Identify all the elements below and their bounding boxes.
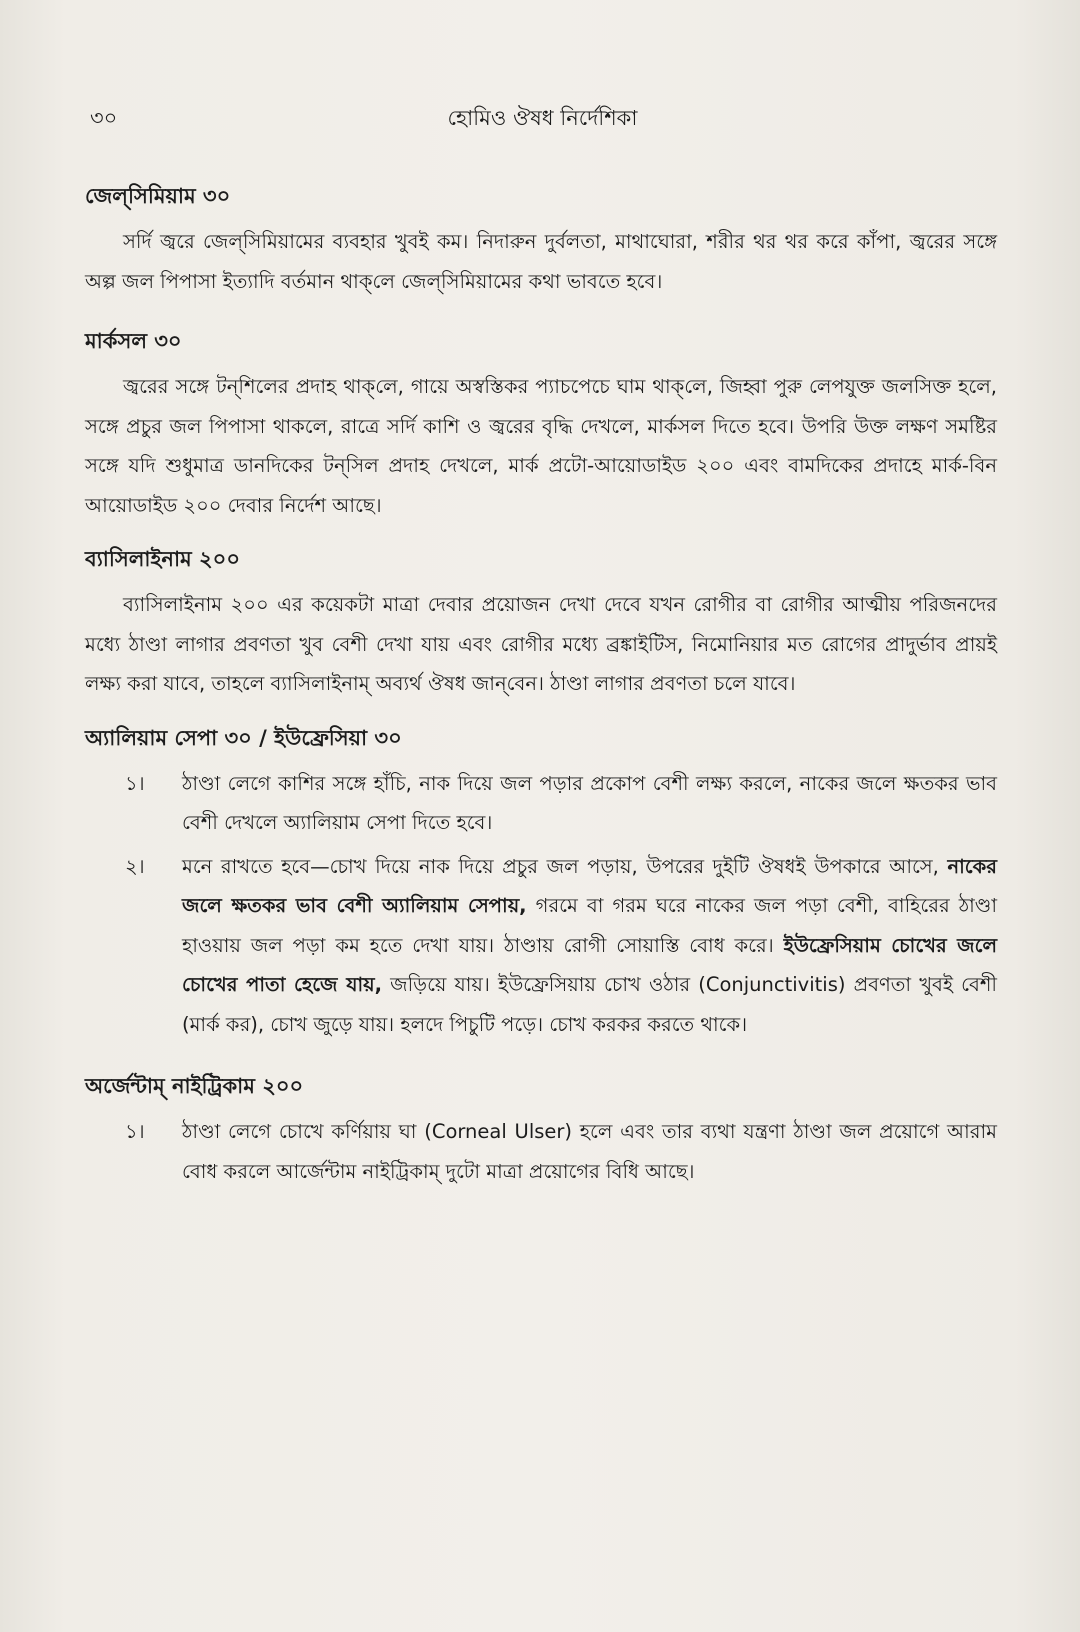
numbered-list	[85, 764, 997, 1045]
item-text: ঠাণ্ডা লেগে কাশির সঙ্গে হাঁচি, নাক দিয়ে জল পড়ার প্রকোপ বেশী লক্ষ্য করলে, নাকের জলে ক্ষতকর ভাব বেশী দেখলে অ্যালিয়াম সেপা দিতে হবে।	[182, 771, 997, 834]
page-number: ৩০	[90, 106, 118, 130]
item-text: মনে রাখতে হবে—চোখ দিয়ে নাক দিয়ে প্রচুর জল পড়ায়, উপরের দুইটি ঔষধই উপকারে আসে,	[182, 854, 948, 878]
section-paragraph: সর্দি জ্বরে জেল্‌সিমিয়ামের ব্যবহার খুবই কম। নিদারুন দুর্বলতা, মাথাঘোরা, শরীর থর থর করে কাঁপা, জ্বরের সঙ্গে অল্প জল পিপাসা ইত্যাদি বর্তমান থাক্‌লে জেল্‌সিমিয়ামের কথা ভাবতে হবে।	[85, 230, 997, 293]
section-paragraph: ব্যাসিলাইনাম ২০০ এর কয়েকটা মাত্রা দেবার প্রয়োজন দেখা দেবে যখন রোগীর বা রোগীর আত্মীয় পরিজনদের মধ্যে ঠাণ্ডা লাগার প্রবণতা খুব বেশী দেখা যায় এবং রোগীর মধ্যে ব্রঙ্কাইটিস, নিমোনিয়ার মত রোগের প্রাদুর্ভাব প্রায়ই লক্ষ্য করা যাবে, তাহলে ব্যাসিলাইনাম্‌ অব্যর্থ ঔষধ জান্‌বেন। ঠাণ্ডা লাগার প্রবণতা চলে যাবে।	[85, 593, 997, 695]
item-text: ঠাণ্ডা লেগে চোখে কর্ণিয়ায় ঘা (Corneal Ulser) হলে এবং তার ব্যথা যন্ত্রণা ঠাণ্ডা জল প্রয়োগে আরাম বোধ করলে আর্জেন্টাম নাইট্রিকাম্‌ দুটো মাত্রা প্রয়োগের বিধি আছে।	[182, 1120, 997, 1183]
item-number: ২।	[125, 854, 145, 878]
section-heading: অর্জেন্টাম্‌ নাইট্রিকাম ২০০	[85, 1074, 304, 1098]
section-bacillinum	[85, 539, 997, 704]
page-header	[90, 102, 995, 138]
item-text: গরমে বা গরম ঘরে নাকের জল পড়া বেশী, বাহিরের ঠাণ্ডা হাওয়ায় জল পড়া কম হতে দেখা যায়। ঠাণ্ডায় রোগী সোয়াস্তি বোধ করে।	[182, 894, 997, 957]
item-number: ১।	[125, 771, 145, 795]
section-paragraph: জ্বরের সঙ্গে টন্‌শিলের প্রদাহ থাক্‌লে, গায়ে অস্বস্তিকর প্যাচপেচে ঘাম থাক্‌লে, জিহ্বা পুরু লেপযুক্ত জলসিক্ত হলে, সঙ্গে প্রচুর জল পিপাসা থাকলে, রাত্রে সর্দি কাশি ও জ্বরের বৃদ্ধি দেখলে, মার্কসল দিতে হবে। উপরি উক্ত লক্ষণ সমষ্টির সঙ্গে যদি শুধুমাত্র ডানদিকের টন্‌সিল প্রদাহ দেখলে, মার্ক প্রটো-আয়োডাইড ২০০ এবং বামদিকের প্রদাহে মার্ক-বিন আয়োডাইড ২০০ দেবার নির্দেশ আছে।	[85, 375, 997, 517]
section-allium-euphrasia	[85, 718, 997, 1045]
running-title: হোমিও ঔষধ নির্দেশিকা	[447, 106, 638, 130]
section-heading: জেল্‌সিমিয়াম ৩০	[85, 184, 231, 208]
section-heading: অ্যালিয়াম সেপা ৩০ / ইউফ্রেসিয়া ৩০	[85, 725, 402, 750]
item-text: জড়িয়ে যায়। ইউফ্রেসিয়ায় চোখ ওঠার (Conjunctivitis) প্রবণতা খুবই বেশী (মার্ক কর), চোখ জুড়ে যায়। হলদে পিচুটি পড়ে। চোখ করকর করতে থাকে।	[182, 973, 997, 1036]
section-heading: ব্যাসিলাইনাম ২০০	[85, 547, 240, 571]
item-bold-text: নাকের জলে ক্ষতকর ভাব বেশী অ্যালিয়াম সেপায়,	[182, 854, 997, 917]
list-item	[85, 764, 997, 843]
section-heading: মার্কসল ৩০	[85, 329, 182, 353]
list-item	[85, 1112, 997, 1191]
section-argentum-nitricum	[85, 1066, 997, 1191]
item-bold-text: ইউফ্রেসিয়াম চোখের জলে চোখের পাতা হেজে যায়,	[182, 933, 997, 996]
page-content	[85, 176, 997, 1195]
item-number: ১।	[125, 1120, 145, 1143]
numbered-list	[85, 1112, 997, 1191]
section-merc-sol	[85, 321, 997, 525]
section-gelsemium	[85, 176, 997, 301]
list-item	[85, 847, 997, 1045]
